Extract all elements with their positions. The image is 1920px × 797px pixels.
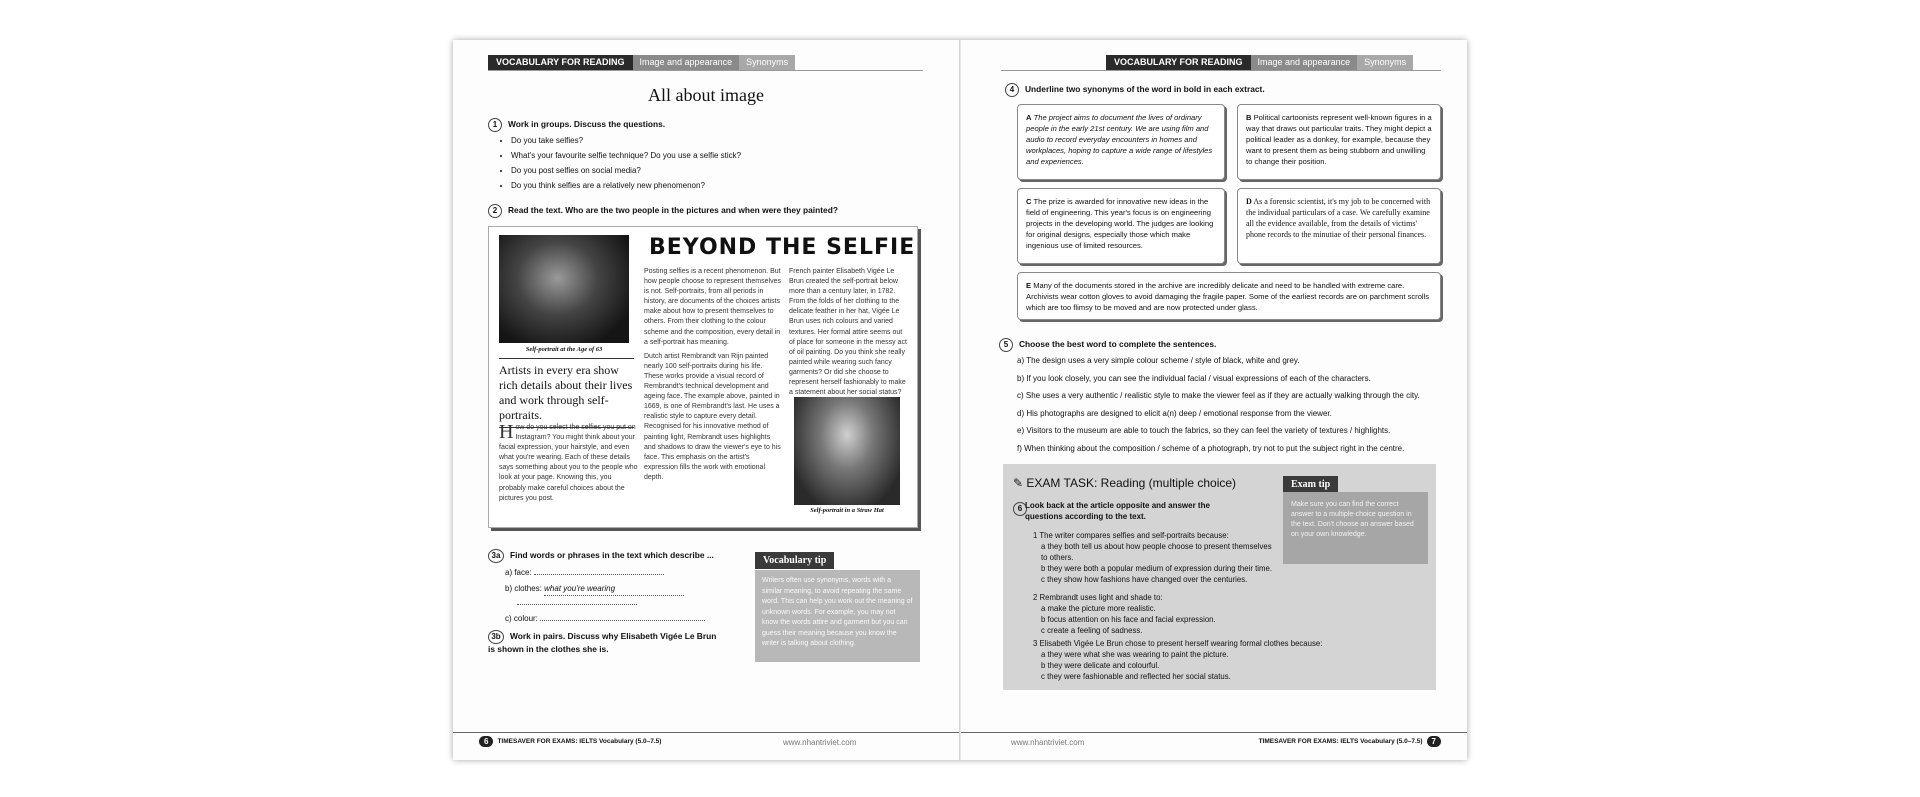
extract-text: The prize is awarded for innovative new ideas in the field of engineering. This year's focus is on engineering projects in the developing world. The judges are looking for original designs, especially those which make ingenious use of limited resources. [1026, 197, 1214, 250]
header-topic: Image and appearance [633, 55, 740, 70]
list-item: d) His photographs are designed to elicit a(n) deep / emotional response from the viewer. [1017, 408, 1332, 418]
question-text: Read the text. Who are the two people in the pictures and when were they painted? [508, 205, 838, 216]
question-4 [1005, 83, 1265, 97]
right-footer [1259, 736, 1445, 747]
right-page [961, 40, 1467, 760]
question-number: 1 [488, 118, 502, 132]
exam-question: Look back at the article opposite and answer the questions according to the text. [1025, 501, 1210, 521]
exam-item-3: 3 Elisabeth Vigée Le Brun chose to present herself wearing formal clothes because: a they were what she was wearing to paint the picture. b they were delicate and colourful. c they were fashionable and reflected her social status. [1033, 638, 1428, 682]
answer-line[interactable] [517, 604, 637, 605]
exam-task-box [1003, 464, 1436, 690]
book-title: TIMESAVER FOR EXAMS: IELTS Vocabulary (5.0–7.5) [1258, 738, 1423, 746]
list-item: f) When thinking about the composition / scheme of a photograph, try not to put the subject right in the centre. [1017, 443, 1405, 453]
list-item: c) She uses a very authentic / realistic style to make the viewer feel as if they are actually walking through the city. [1017, 391, 1420, 400]
exam-option[interactable]: a make the picture more realistic. [1041, 604, 1156, 613]
article-column-3: French painter Elisabeth Vigée Le Brun created the self-portrait below more than a century later, in 1782. From the folds of her clothing to the delicate feather in her hat, Vigée Le Brun uses rich colours and varied textures. Her formal attire seems out of place for someone in the messy act of oil painting. Do you think she really painted while wearing such fancy garments? Or did she choose to represent herself fashionably to make a statement about her social status? [789, 268, 907, 397]
book-title: TIMESAVER FOR EXAMS: IELTS Vocabulary (5.0–7.5) [497, 738, 662, 746]
extract-b: B Political cartoonists represent well-known figures in a way that draws out particular traits. They might depict a political leader as a donkey, for example, because they want to present them as being stubborn and unwilling to change their position. [1237, 104, 1441, 180]
footer-url[interactable]: www.nhantriviet.com [783, 738, 857, 747]
left-page [453, 40, 959, 760]
left-header [488, 55, 795, 70]
left-footer [475, 736, 661, 747]
answer-line[interactable] [534, 574, 664, 575]
extract-c: C The prize is awarded for innovative new ideas in the field of engineering. This year's focus is on engineering projects in the developing world. The judges are looking for original designs, especially those which make ingenious use of limited resources. [1017, 188, 1225, 264]
question-2 [488, 204, 838, 218]
question-3a [488, 549, 714, 563]
vigee-le-brun-portrait-image [794, 397, 900, 505]
exam-option[interactable]: b focus attention on his face and facial expression. [1041, 615, 1216, 624]
exam-item-2: 2 Rembrandt uses light and shade to: a make the picture more realistic. b focus attention on his face and facial expression. c create a feeling of sadness. [1033, 592, 1313, 636]
header-rule [1001, 70, 1441, 71]
list-item: e) Visitors to the museum are able to touch the fabrics, so they can feel the variety of textures / highlights. [1017, 426, 1391, 435]
exam-option[interactable]: b they were delicate and colourful. [1041, 661, 1160, 670]
list-item: • Do you take selfies? [511, 136, 741, 145]
page-number: 6 [479, 736, 493, 747]
pull-quote: Artists in every era show rich details about their lives and work through self-portraits. [499, 358, 634, 428]
caption-rembrandt: Self-portrait at the Age of 63 [525, 346, 603, 353]
article-box [488, 226, 918, 528]
question-text: Work in groups. Discuss the questions. [508, 119, 666, 130]
exam-option[interactable]: a they both tell us about how people choose to present themselves to others. [1041, 542, 1272, 562]
vocabulary-tip-title: Vocabulary tip [755, 552, 834, 569]
vocabulary-tip-body: Writers often use synonyms, words with a similar meaning, to avoid repeating the same word. This can help you work out the meaning of unknown words. For example, you may not know the words attire and garment but you can guess their meaning because you know the writer is talking about clothing. [762, 577, 913, 647]
q1-bullets [499, 136, 741, 196]
extract-d: D As a forensic scientist, it's my job to be concerned with the individual particulars of a case. We carefully examine all the evidence available, from the details of victims' phone records to the minutiae of their personal finances. [1237, 188, 1441, 264]
question-6-number: 6 [1013, 502, 1033, 516]
footer-rule [961, 732, 1467, 733]
question-5 [999, 338, 1216, 352]
footer-url[interactable]: www.nhantriviet.com [1011, 738, 1085, 747]
question-text: Find words or phrases in the text which describe ... [510, 550, 714, 561]
caption-vigee: Self-portrait in a Straw Hat [810, 507, 884, 514]
exam-task-title: ✎ EXAM TASK: Reading (multiple choice) [1013, 476, 1237, 490]
footer-rule [453, 732, 959, 733]
article-column-2 [644, 267, 782, 483]
question-3b [488, 630, 718, 655]
answer-line[interactable]: what you're wearing [544, 582, 684, 596]
extract-e: E Many of the documents stored in the archive are incredibly delicate and need to be handled with extreme care. Archivists wear cotton gloves to avoid damaging the fragile paper. Some of the earliest records are on parchment scrolls which are too flimsy to be moved and are now protected under glass. [1017, 272, 1441, 320]
question-number: 2 [488, 204, 502, 218]
extract-text: Many of the documents stored in the archive are incredibly delicate and need to be handled with extreme care. Archivists wear cotton gloves to avoid damaging the fragile paper. Some of the earliest records are on parchment scrolls which are too flimsy to be moved and are now protected under glass. [1026, 281, 1430, 312]
extract-text: The project aims to document the lives of ordinary people in the early 21st century. We are using film and audio to record everyday encounters in homes and workplaces, hoping to capture a wide range of lifestyles and experiences. [1026, 113, 1213, 166]
answer-line[interactable] [540, 620, 705, 621]
header-topic: Image and appearance [1251, 55, 1358, 70]
page-number: 7 [1427, 736, 1441, 747]
drop-cap: H [499, 421, 514, 443]
article-title: BEYOND THE SELFIE [649, 235, 916, 260]
exam-option[interactable]: c create a feeling of sadness. [1041, 626, 1143, 635]
extract-text: Political cartoonists represent well-known figures in a way that draws out particular traits. They might depict a political leader as a donkey, for example, because they want to present them as being stubborn and unwilling to change their position. [1246, 113, 1432, 166]
article-column-1 [499, 423, 639, 504]
extract-text: As a forensic scientist, it's my job to be concerned with the individual particulars of a case. We carefully examine all the evidence available, from the details of victims' phone records to the minutiae of their personal finances. [1246, 197, 1431, 239]
question-text: Choose the best word to complete the sentences. [1019, 339, 1217, 350]
exam-option[interactable]: c they were fashionable and reflected her social status. [1041, 672, 1231, 681]
question-1 [488, 118, 665, 132]
list-item: • Do you post selfies on social media? [511, 166, 741, 175]
column-text: Dutch artist Rembrandt van Rijn painted nearly 100 self-portraits during his life. These works provide a visual record of Rembrandt's technical development and ageing face. The example above, painted in 1669, is one of Rembrandt's last. He uses a realistic style to capture every detail. Recognised for his innovative method of painting light, Rembrandt uses highlights and shadows to draw the viewer's eye to his face. This emphasis on the artist's expression fills the work with emotional depth. [644, 352, 781, 481]
question-text: Underline two synonyms of the word in bold in each extract. [1025, 84, 1265, 95]
question-number: 3a [488, 549, 504, 563]
list-item: b) If you look closely, you can see the individual facial / visual expressions of each of the characters. [1017, 373, 1371, 383]
list-item: • What's your favourite selfie technique? Do you use a selfie stick? [511, 151, 741, 160]
question-number: 3b [488, 630, 504, 644]
pencil-icon: ✎ [1013, 476, 1024, 490]
column-text: ow do you select the selfies you put on Instagram? You might think about your facial expression, your hairstyle, and even what you're wearing. Each of these details says something about you to the people who look at your page. Knowing this, you probably make careful choices about the pictures you post. [499, 424, 638, 502]
rembrandt-portrait-image [499, 235, 629, 343]
header-section: VOCABULARY FOR READING [1106, 55, 1251, 70]
list-item: • Do you think selfies are a relatively new phenomenon? [511, 181, 741, 190]
exam-tip-title: Exam tip [1283, 476, 1338, 493]
extract-a: A The project aims to document the lives of ordinary people in the early 21st century. We are using film and audio to record everyday encounters in homes and workplaces, hoping to capture a wide range of lifestyles and experiences. [1017, 104, 1225, 180]
header-sub: Synonyms [1357, 55, 1413, 70]
question-number: 5 [999, 338, 1013, 352]
page-title: All about image [648, 85, 764, 105]
exam-option[interactable]: c they show how fashions have changed over the centuries. [1041, 575, 1248, 584]
q3a-answers [505, 566, 720, 625]
right-header [1106, 55, 1413, 70]
exam-option[interactable]: b they were both a popular medium of expression during their time. [1041, 564, 1272, 573]
exam-item-1: 1 The writer compares selfies and self-portraits because: a they both tell us about how people choose to present themselves to others. b they were both a popular medium of expression during their time. c they show how fashions have changed over the centuries. [1033, 531, 1272, 584]
vocabulary-tip-box [755, 570, 920, 662]
answer-label: c) colour: [505, 614, 538, 623]
book-spread [453, 40, 1467, 760]
question-number: 4 [1005, 83, 1019, 97]
question-text: Work in pairs. Discuss why Elisabeth Vigée Le Brun is shown in the clothes she is. [488, 631, 717, 654]
answer-label: b) clothes: [505, 584, 542, 593]
column-text: Posting selfies is a recent phenomenon. But how people choose to represent themselves is not. Self-portraits, from all periods in history, are documents of the choices artists make about how to present themselves to others. From their clothing to the colour scheme and the composition, every detail in a self-portrait has meaning. [644, 268, 781, 346]
header-rule [488, 70, 923, 71]
exam-tip-box [1283, 492, 1428, 564]
exam-option[interactable]: a they were what she was wearing to paint the picture. [1041, 650, 1229, 659]
list-item: a) The design uses a very simple colour scheme / style of black, white and grey. [1017, 356, 1300, 365]
header-section: VOCABULARY FOR READING [488, 55, 633, 70]
answer-label: a) face: [505, 568, 532, 577]
header-sub: Synonyms [739, 55, 795, 70]
q5-sentences [1017, 356, 1457, 461]
exam-tip-body: Make sure you can find the correct answer to a multiple-choice question in the text. Don't choose an answer based on your own knowledge. [1291, 501, 1414, 538]
